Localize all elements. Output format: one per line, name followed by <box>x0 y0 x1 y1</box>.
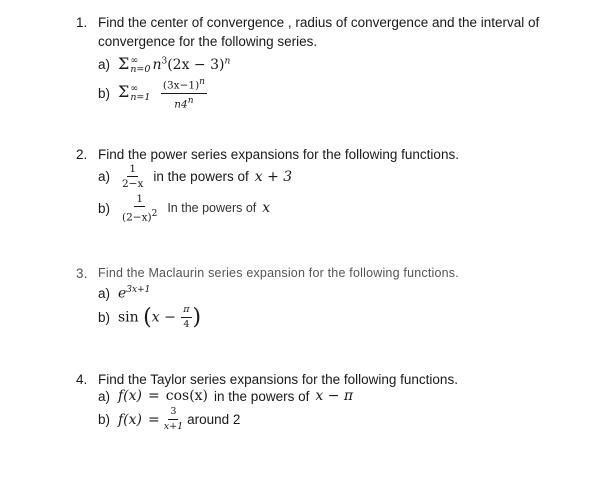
equals-sign: = <box>148 411 160 428</box>
numerator-base: (3x−1) <box>162 79 200 92</box>
denominator: 2−x <box>122 178 144 190</box>
question-1-number: 1. <box>76 15 88 30</box>
base-e: e <box>118 285 127 302</box>
question-4 <box>76 370 586 389</box>
suffix-text: In the powers of <box>167 201 257 216</box>
denominator-power: 2 <box>151 209 158 219</box>
question-1-text: Find the center of convergence , radius of convergence and the interval of convergence for the following series. <box>98 15 540 49</box>
equals-sign: = <box>148 388 160 404</box>
expansion-point: x − π <box>315 388 354 404</box>
question-1a <box>98 54 230 74</box>
lower-limit: n=0 <box>130 64 151 75</box>
item-label: b) <box>98 85 111 101</box>
question-2-number: 2. <box>76 147 88 162</box>
sine-expression <box>118 304 201 331</box>
question-4-text: Find the Taylor series expansions for the following functions. <box>98 372 458 387</box>
numerator: π <box>181 304 191 318</box>
exponent: 3x+1 <box>126 285 151 295</box>
denominator <box>174 94 193 111</box>
question-1 <box>76 13 586 51</box>
suffix-text: around 2 <box>187 412 241 427</box>
upper-limit: ∞ <box>130 55 139 66</box>
item-label: a) <box>98 56 111 72</box>
denominator-power: n <box>187 95 194 106</box>
function-rhs: cos(x) <box>165 388 209 404</box>
question-3a <box>98 285 150 302</box>
function-lhs: f(x) <box>118 411 143 428</box>
numerator: 3 <box>168 406 178 420</box>
item-label: a) <box>98 388 111 404</box>
variable: x − <box>151 309 176 326</box>
question-4b <box>98 406 240 433</box>
fraction <box>122 193 157 224</box>
expansion-point: x + 3 <box>254 168 293 185</box>
sigma-symbol: Σ <box>118 54 130 73</box>
numerator: 1 <box>129 163 137 175</box>
numerator <box>161 76 207 94</box>
series-1b <box>118 76 211 110</box>
question-2-text: Find the power series expansions for the following functions. <box>98 147 459 162</box>
question-2a <box>98 163 292 190</box>
question-2 <box>76 145 586 164</box>
series-1a <box>118 54 230 74</box>
item-label: b) <box>98 310 111 325</box>
exponential-expression <box>118 285 150 302</box>
item-label: a) <box>98 169 111 184</box>
denominator-base: n4 <box>174 98 188 110</box>
sigma-symbol: Σ <box>118 82 130 101</box>
paren-close: ) <box>192 305 202 330</box>
item-label: b) <box>98 200 111 216</box>
question-3b <box>98 304 201 331</box>
fraction <box>181 304 191 331</box>
sum-limits <box>130 84 150 102</box>
expansion-variable: x <box>262 200 271 217</box>
denominator: x+1 <box>163 421 184 432</box>
term-power: n <box>224 56 231 67</box>
numerator-power: n <box>199 77 205 87</box>
denominator <box>122 207 157 224</box>
denominator-base: (2−x) <box>122 211 152 224</box>
suffix-text: in the powers of <box>214 388 310 404</box>
term-n: n <box>152 57 162 73</box>
question-3-number: 3. <box>76 266 88 281</box>
fraction <box>122 163 143 190</box>
suffix-text: in the powers of <box>153 169 249 184</box>
question-4-number: 4. <box>76 372 88 387</box>
question-2b <box>98 193 270 224</box>
item-label: b) <box>98 412 111 427</box>
term-exponent: 3 <box>161 56 168 67</box>
lower-limit: n=1 <box>130 92 151 103</box>
function-lhs: f(x) <box>118 388 143 404</box>
sum-limits <box>130 56 150 74</box>
numerator: 1 <box>136 193 143 205</box>
upper-limit: ∞ <box>130 83 139 94</box>
fraction <box>164 406 183 433</box>
item-label: a) <box>98 285 111 301</box>
question-1b <box>98 76 211 110</box>
question-3-text: Find the Maclaurin series expansion for the following functions. <box>98 266 459 280</box>
fraction <box>161 76 207 110</box>
question-4a <box>98 388 353 404</box>
question-3 <box>76 264 586 283</box>
term-body: (2x − 3) <box>167 57 225 73</box>
denominator: 4 <box>183 319 190 330</box>
function-name: sin <box>118 309 139 326</box>
paren-open: ( <box>143 305 152 330</box>
